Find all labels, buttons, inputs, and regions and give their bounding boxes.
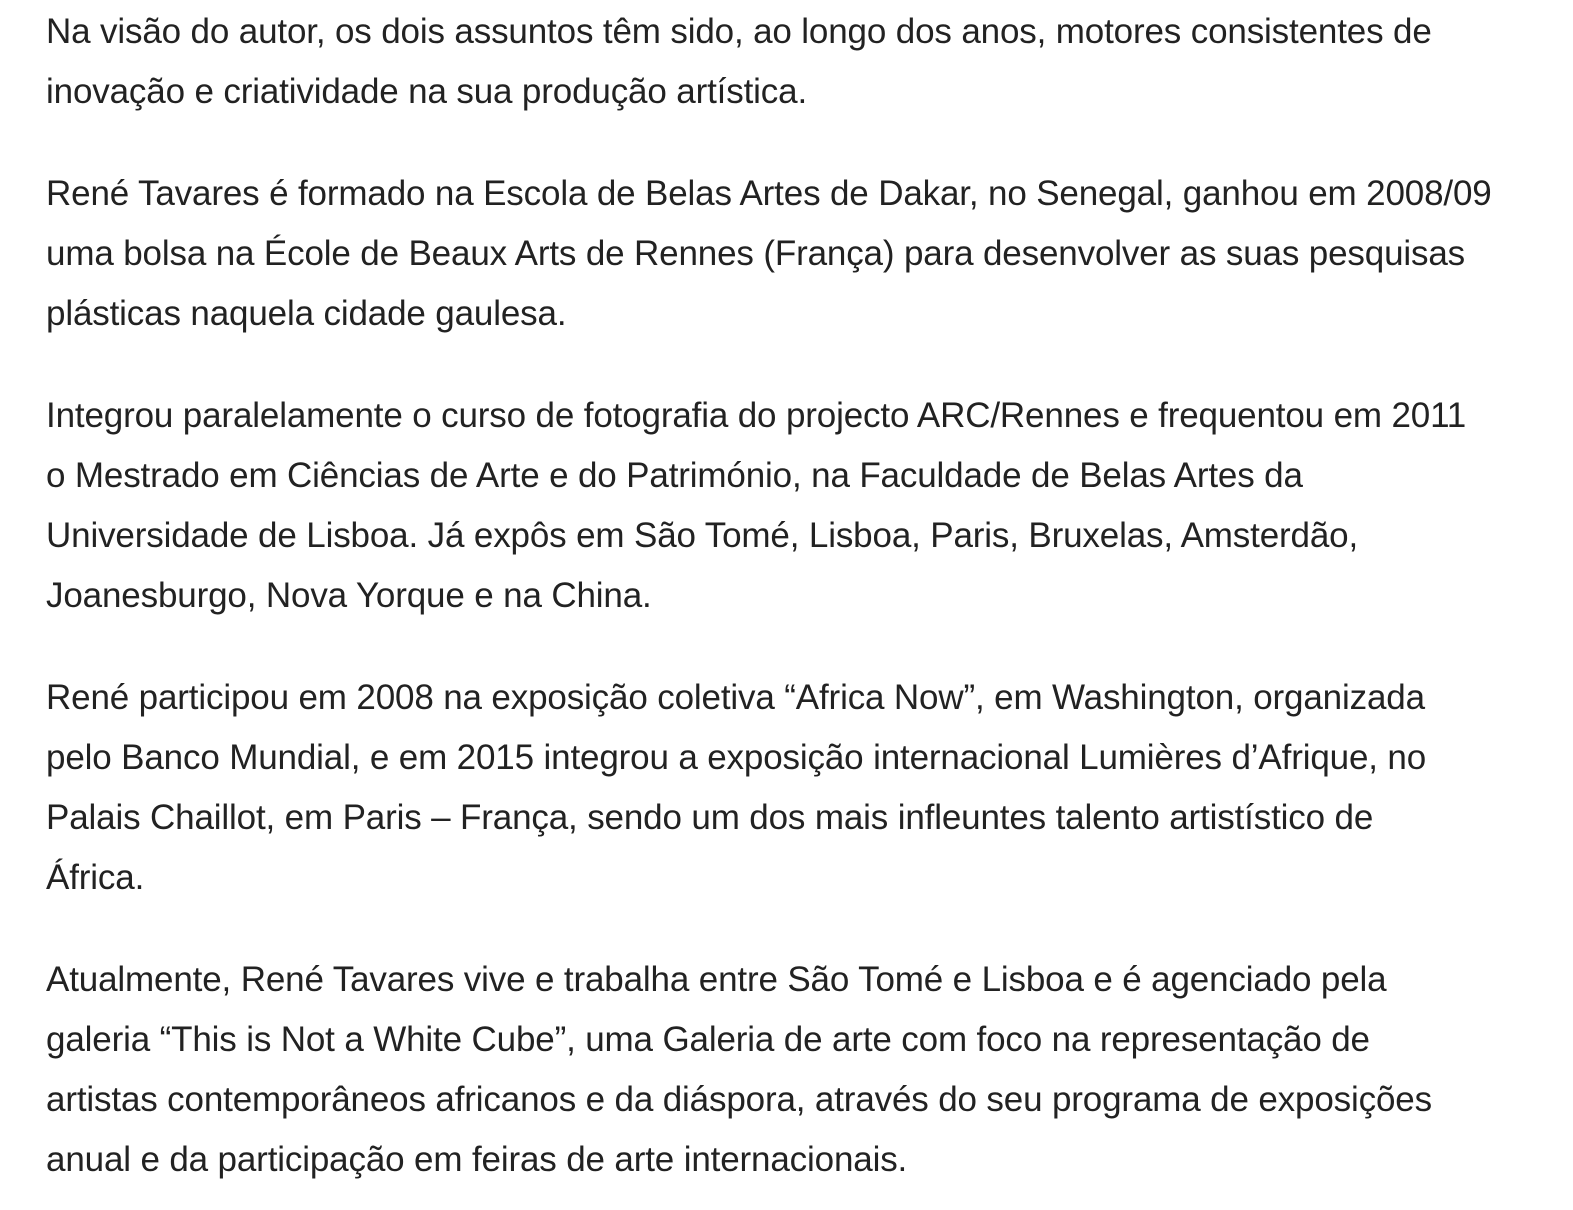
paragraph-line: Atualmente, René Tavares vive e trabalha entre São Tomé e Lisboa e é agenciado pela (46, 960, 1387, 999)
paragraph-education (46, 164, 1492, 344)
paragraph-line: Universidade de Lisboa. Já expôs em São Tomé, Lisboa, Paris, Bruxelas, Amsterdão, (46, 516, 1359, 555)
paragraph-line: anual e da participação em feiras de arte internacionais. (46, 1140, 908, 1179)
paragraph-line: uma bolsa na École de Beaux Arts de Rennes (França) para desenvolver as suas pesquisas (46, 234, 1466, 273)
paragraph-line: pelo Banco Mundial, e em 2015 integrou a exposição internacional Lumières d’Afrique, no (46, 738, 1427, 777)
paragraph-line: artistas contemporâneos africanos e da diáspora, através do seu programa de exposições (46, 1080, 1432, 1119)
paragraph-line: plásticas naquela cidade gaulesa. (46, 294, 567, 333)
paragraph-line: África. (46, 858, 145, 897)
paragraph-line: galeria “This is Not a White Cube”, uma Galeria de arte com foco na representação de (46, 1020, 1370, 1059)
paragraph-line: René Tavares é formado na Escola de Belas Artes de Dakar, no Senegal, ganhou em 2008/09 (46, 174, 1492, 213)
paragraph-studies-exhibitions (46, 386, 1466, 626)
paragraph-international-exhibitions (46, 668, 1426, 908)
paragraph-line: Joanesburgo, Nova Yorque e na China. (46, 576, 652, 615)
paragraph-line: Na visão do autor, os dois assuntos têm sido, ao longo dos anos, motores consistentes de (46, 12, 1432, 51)
paragraph-current-work (46, 950, 1432, 1190)
paragraph-line: Palais Chaillot, em Paris – França, sendo um dos mais infleuntes talento artistístico de (46, 798, 1374, 837)
paragraph-line: René participou em 2008 na exposição coletiva “Africa Now”, em Washington, organizada (46, 678, 1425, 717)
paragraph-line: Integrou paralelamente o curso de fotografia do projecto ARC/Rennes e frequentou em 2011 (46, 396, 1467, 435)
paragraph-line: o Mestrado em Ciências de Arte e do Património, na Faculdade de Belas Artes da (46, 456, 1303, 495)
paragraph-line: inovação e criatividade na sua produção artística. (46, 72, 808, 111)
paragraph-author-vision (46, 2, 1432, 122)
